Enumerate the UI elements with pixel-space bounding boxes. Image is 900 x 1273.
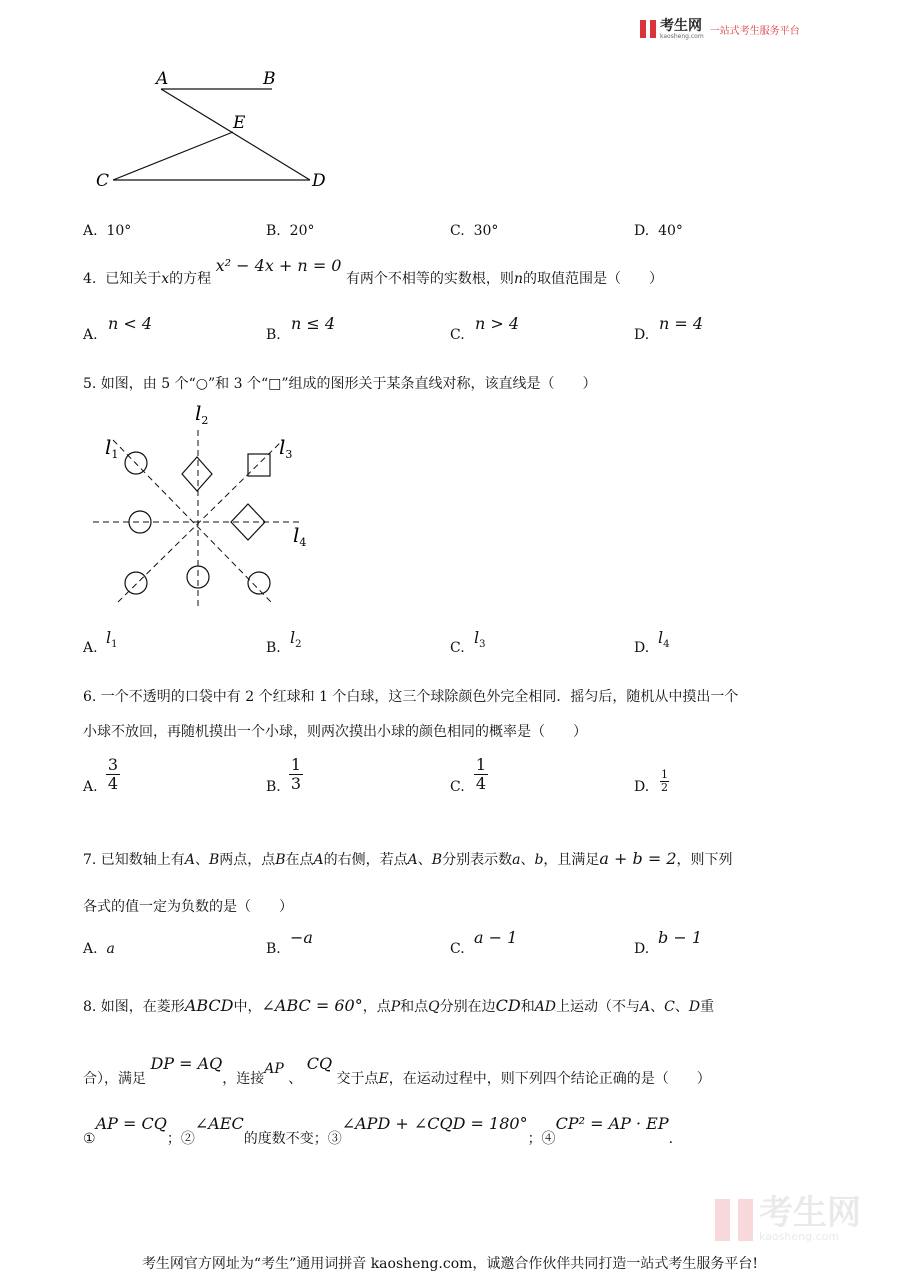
line-l1 <box>113 440 271 602</box>
q7-stem-line1: 7. 已知数轴上有A、B两点，点B在点A的右侧，若点A、B分别表示数a、b，且满足a + b = 2，则下列 <box>83 849 733 868</box>
header-logo <box>640 16 800 42</box>
q4-option-c-value: n > 4 <box>475 314 520 333</box>
figure-q5 <box>93 402 313 612</box>
label-c: C <box>96 171 110 191</box>
q4-option-d-value: n = 4 <box>659 314 704 333</box>
figure-q3 <box>90 62 340 192</box>
q6-stem-line1: 6. 一个不透明的口袋中有 2 个红球和 1 个白球，这三个球除颜色外完全相同．摇匀后，随机从中摸出一个 <box>83 689 739 705</box>
q7-option-b-value: −a <box>290 928 313 947</box>
q8-conclusion-1: AP = CQ <box>95 1114 167 1133</box>
q5-option-b-value: $l_2$ <box>290 628 302 651</box>
q4-option-b: B. <box>266 327 281 343</box>
segment-ce <box>113 132 233 180</box>
footer-text: 考生网官方网址为“考生”通用词拼音 kaosheng.com，诚邀合作伙伴共同打造一站式考生服务平台! <box>141 1256 759 1272</box>
q8-conclusion-2: ∠AEC <box>194 1114 244 1133</box>
label-l1: $l_1$ <box>105 435 119 461</box>
q3-option-d: D. 40° <box>634 223 683 239</box>
q6-option-b: B. <box>266 779 281 795</box>
label-e: E <box>233 113 246 133</box>
square-shape <box>248 454 270 476</box>
watermark-logo: 考生网 kaosheng.com <box>715 1196 861 1243</box>
label-b: B <box>263 69 276 89</box>
diamond-square-shape <box>182 457 212 491</box>
q6-stem-line2: 小球不放回，再随机摸出一个小球，则两次摸出小球的颜色相同的概率是（ ） <box>83 724 587 740</box>
q5-option-a-value: $l_1$ <box>106 628 118 651</box>
q4-option-d: D. <box>634 327 650 343</box>
q5-option-c: C. <box>450 640 465 656</box>
q3-option-a: A. 10° <box>83 223 132 239</box>
q6-option-d-fraction: 1 2 <box>661 768 668 794</box>
q6-option-d: D. <box>634 779 650 795</box>
label-d: D <box>312 171 326 191</box>
q7-option-b: B. <box>266 941 281 957</box>
q6-option-b-fraction: 1 3 <box>290 755 302 793</box>
q7-option-c: C. <box>450 941 465 957</box>
q3-option-c: C. 30° <box>450 223 499 239</box>
logo-url: kaosheng.com <box>660 32 704 40</box>
q7-equation: a + b = 2 <box>599 849 677 868</box>
q8-conclusion-4: CP² = AP · EP <box>555 1114 669 1133</box>
circle-shape <box>125 572 147 594</box>
q7-option-a: A. a <box>83 941 115 957</box>
q8-conclusion-3: ∠APD + ∠CQD = 180° <box>341 1114 528 1133</box>
q7-stem-line2: 各式的值一定为负数的是（ ） <box>83 899 293 915</box>
q4-equation: x² − 4x + n = 0 <box>215 256 342 275</box>
label-l3: $l_3$ <box>279 435 293 461</box>
q7-option-d: D. <box>634 941 650 957</box>
q7-option-d-value: b − 1 <box>658 928 702 947</box>
logo-brand: 考生网 <box>660 17 702 34</box>
q8-stem-line2: 合），满足 DP = AQ，连接AP 、 CQ 交于点E，在运动过程中，则下列四个结论正确的是（ ） <box>83 1054 711 1087</box>
q8-conclusions: ①AP = CQ；②∠AEC的度数不变；③∠APD + ∠CQD = 180°；④CP² = AP · EP. <box>83 1114 674 1147</box>
q4-option-a-value: n < 4 <box>108 314 153 333</box>
segment-ad <box>161 89 310 180</box>
q8-stem-line1: 8. 如图，在菱形ABCD中，∠ABC = 60°，点P和点Q分别在边CD和AD上运动（不与A、C、D重 <box>83 996 715 1015</box>
label-a: A <box>156 69 169 89</box>
q5-option-d: D. <box>634 640 650 656</box>
q5-option-c-value: $l_3$ <box>474 628 486 651</box>
q5-option-d-value: $l_4$ <box>658 628 670 651</box>
q4-stem: 4. 已知关于x的方程 x² − 4x + n = 0 有两个不相等的实数根，则n的取值范围是（ ） <box>83 256 663 287</box>
line-l3 <box>118 440 283 602</box>
label-l4: $l_4$ <box>293 523 307 549</box>
q3-option-b: B. 20° <box>266 223 315 239</box>
logo-slogan: 一站式考生服务平台 <box>709 25 800 37</box>
q5-stem: 5. 如图，由 5 个“○”和 3 个“□”组成的图形关于某条直线对称，该直线是（ ） <box>83 376 597 392</box>
q6-option-a-fraction: 3 4 <box>107 755 119 793</box>
q6-option-c-fraction: 1 4 <box>475 755 487 793</box>
q5-option-a: A. <box>83 640 98 656</box>
logo-icon <box>640 20 656 38</box>
q8-condition: DP = AQ <box>150 1054 223 1073</box>
watermark-icon <box>715 1199 753 1241</box>
q7-option-c-value: a − 1 <box>474 928 518 947</box>
circle-shape <box>248 572 270 594</box>
label-l2: $l_2$ <box>195 402 209 427</box>
q5-option-b: B. <box>266 640 281 656</box>
q4-option-a: A. <box>83 327 98 343</box>
q8-angle: ∠ABC = 60° <box>261 996 363 1015</box>
q4-option-c: C. <box>450 327 465 343</box>
q6-option-a: A. <box>83 779 98 795</box>
q6-option-c: C. <box>450 779 465 795</box>
q4-option-b-value: n ≤ 4 <box>291 314 336 333</box>
